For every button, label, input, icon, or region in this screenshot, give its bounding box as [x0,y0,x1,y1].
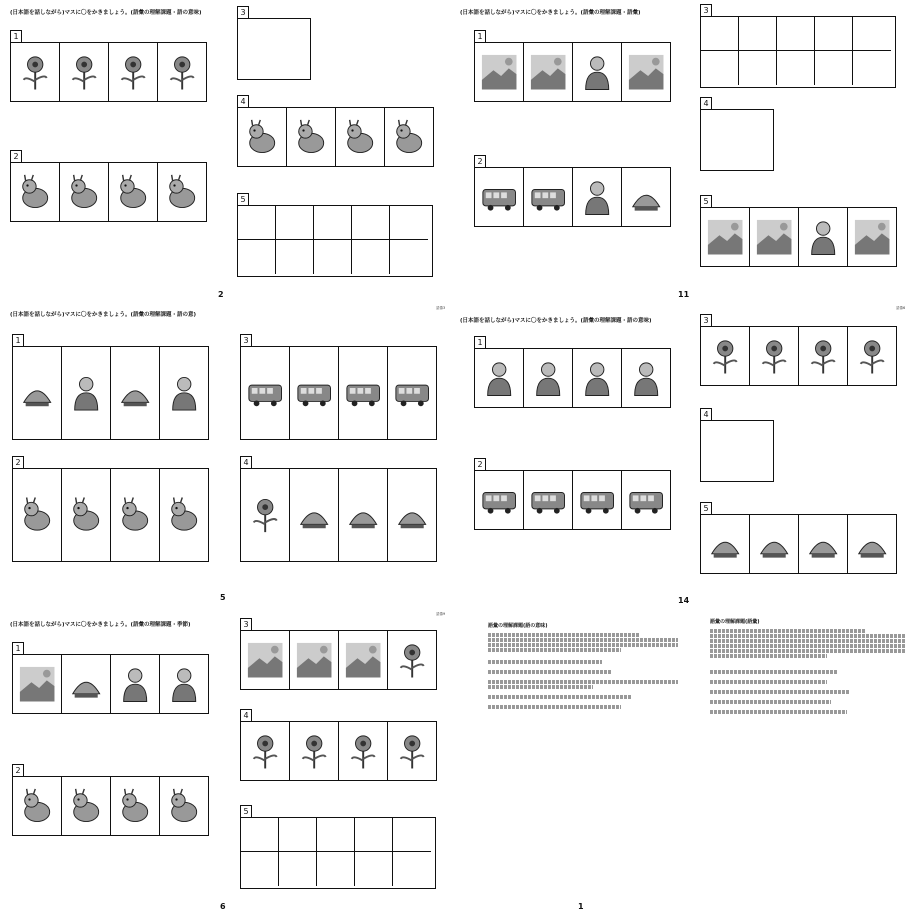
picture-strip [12,654,209,714]
rabbit-icon[interactable] [13,777,62,835]
section-number: 5 [240,805,252,818]
worksheet-page-6 [0,612,460,918]
picture-strip [12,346,209,440]
lily-icon[interactable] [750,327,799,385]
girl-icon[interactable] [573,349,622,407]
monkey-icon[interactable] [62,777,111,835]
section-number: 5 [700,195,712,208]
rabbit-icon[interactable] [238,108,287,166]
curry-icon[interactable] [799,515,848,573]
section-number: 5 [700,502,712,515]
waves-icon[interactable] [339,631,388,689]
boy-icon[interactable] [524,349,573,407]
elephant-icon[interactable] [287,108,336,166]
raccoon-dog-icon[interactable] [109,163,158,221]
section-number: 3 [240,334,252,347]
section-number: 5 [237,193,249,206]
picture-strip [474,470,671,530]
walking-boy-icon[interactable] [573,168,622,226]
train-icon[interactable] [475,471,524,529]
answer-grid[interactable] [237,205,433,277]
tree-icon[interactable] [388,631,436,689]
girl-waving-icon[interactable] [573,43,622,101]
section-number: 1 [474,336,486,349]
sunflower-icon[interactable] [60,43,109,101]
picture-strip [700,207,897,267]
worksheet-page-2 [0,0,460,306]
instruction-header: (日本語を話しながら)マスに〇をかきましょう。(語彙の理解課題・語彙) [460,10,641,16]
hamburger-icon[interactable] [701,515,750,573]
river-icon[interactable] [241,631,290,689]
bus-icon[interactable] [339,347,388,439]
sun-icon[interactable] [750,208,799,266]
section-number: 2 [12,456,24,469]
lion-icon[interactable] [160,777,208,835]
picnic-icon[interactable] [13,655,62,713]
snowman-icon[interactable] [701,208,750,266]
instruction-pages [460,612,920,918]
raccoon-dog-icon[interactable] [62,469,111,561]
page-number: 6 [220,902,226,911]
taxi-icon[interactable] [290,347,339,439]
train-icon[interactable] [388,347,436,439]
girl-waving-icon[interactable] [799,208,848,266]
instruction-header: (日本語を話しながら)マスに〇をかきましょう。(語彙の理解課題・語の意) [10,312,197,318]
camellia-icon[interactable] [158,43,206,101]
bus-icon[interactable] [524,471,573,529]
instruction-header: (日本語を話しながら)マスに〇をかきましょう。(語彙の理解課題・語の意味) [10,10,202,16]
sandwich-icon[interactable] [848,515,896,573]
cable-car-icon[interactable] [622,471,670,529]
mochi-icon[interactable] [62,655,111,713]
airplane-icon[interactable] [622,168,670,226]
section-number: 4 [237,95,249,108]
shell-icon[interactable] [290,469,339,561]
drawing-box[interactable] [700,420,774,482]
section-number: 3 [700,4,712,17]
santa-icon[interactable] [160,655,208,713]
instruction-header: (日本語を話しながら)マスに〇をかきましょう。(語彙の理解課題・語の意味) [460,318,652,324]
fox-icon[interactable] [111,469,160,561]
hydrangea-icon[interactable] [339,722,388,780]
bus-icon[interactable] [524,168,573,226]
page-number: 14 [678,596,690,605]
worksheet-page-11 [460,0,920,306]
page-number: 11 [678,290,690,299]
picture-strip [12,468,209,562]
cow-icon[interactable] [111,777,160,835]
rabbit-icon[interactable] [11,163,60,221]
picture-strip [700,326,897,386]
answer-grid[interactable] [240,817,436,889]
santa-icon[interactable] [62,347,111,439]
sandcastle-icon[interactable] [339,469,388,561]
picture-strip [474,167,671,227]
tulip-icon[interactable] [11,43,60,101]
picture-strip [700,514,897,574]
section-number: 1 [474,30,486,43]
picture-strip [240,468,437,562]
sunflower-icon[interactable] [241,722,290,780]
corner-tag: 語彙9 [436,612,446,616]
instruction-header: (日本語を話しながら)マスに〇をかきましょう。(語彙の理解課題・季節) [10,622,191,628]
section-number: 1 [10,30,22,43]
picture-strip [237,107,434,167]
raccoon-dog-icon[interactable] [336,108,385,166]
picture-strip [10,42,207,102]
section-number: 2 [474,155,486,168]
lake-icon[interactable] [290,631,339,689]
section-number: 4 [240,456,252,469]
picture-strip [12,776,209,836]
mochi-icon[interactable] [111,347,160,439]
lily-icon[interactable] [290,722,339,780]
section-number: 3 [700,314,712,327]
section-number: 2 [10,150,22,163]
section-number: 2 [474,458,486,471]
carp-streamer-icon[interactable] [13,347,62,439]
morning-glory-icon[interactable] [388,722,436,780]
answer-grid[interactable] [700,16,896,88]
branch-icon[interactable] [388,469,436,561]
man-icon[interactable] [622,349,670,407]
picture-strip [10,162,207,222]
picture-strip [240,721,437,781]
section-number: 3 [240,618,252,631]
instruction-doc-right [710,620,905,715]
hina-dolls-icon[interactable] [160,347,208,439]
instruction-doc-left [488,624,678,710]
corner-tag: 語彙3 [436,306,446,310]
drawing-box[interactable] [700,109,774,171]
page-number: 5 [220,593,226,602]
section-number: 2 [12,764,24,777]
monkey-icon[interactable] [13,469,62,561]
snowman-icon[interactable] [475,43,524,101]
picture-strip [474,348,671,408]
section-number: 4 [240,709,252,722]
car-icon[interactable] [241,347,290,439]
section-number: 1 [12,642,24,655]
landscape-icon[interactable] [622,43,670,101]
doc-title: 語彙の理解課題(語の意味) [488,623,548,629]
carnation-icon[interactable] [799,327,848,385]
bear-icon[interactable] [385,108,433,166]
onigiri-icon[interactable] [750,515,799,573]
picture-strip [240,346,437,440]
train-icon[interactable] [475,168,524,226]
worksheet-page-14 [460,306,920,612]
corner-tag: 語彙6 [896,306,906,310]
woman-icon[interactable] [475,349,524,407]
worksheet-page-5 [0,306,460,612]
landscape-icon[interactable] [848,208,896,266]
drawing-box[interactable] [237,18,311,80]
tulip-icon[interactable] [701,327,750,385]
elephant-icon[interactable] [60,163,109,221]
page-number: 2 [218,290,224,299]
doc-title: 語彙の理解課題(語彙) [710,619,760,625]
section-number: 1 [12,334,24,347]
bear-icon[interactable] [158,163,206,221]
wreath-icon[interactable] [848,327,896,385]
section-number: 3 [237,6,249,19]
flower-sprig-icon[interactable] [109,43,158,101]
picture-strip [240,630,437,690]
section-number: 4 [700,97,712,110]
section-number: 4 [700,408,712,421]
hina-dolls-icon[interactable] [111,655,160,713]
boar-icon[interactable] [160,469,208,561]
picture-strip [474,42,671,102]
plant-icon[interactable] [241,469,290,561]
sun-icon[interactable] [524,43,573,101]
ropeway-icon[interactable] [573,471,622,529]
page-number: 1 [578,902,584,911]
